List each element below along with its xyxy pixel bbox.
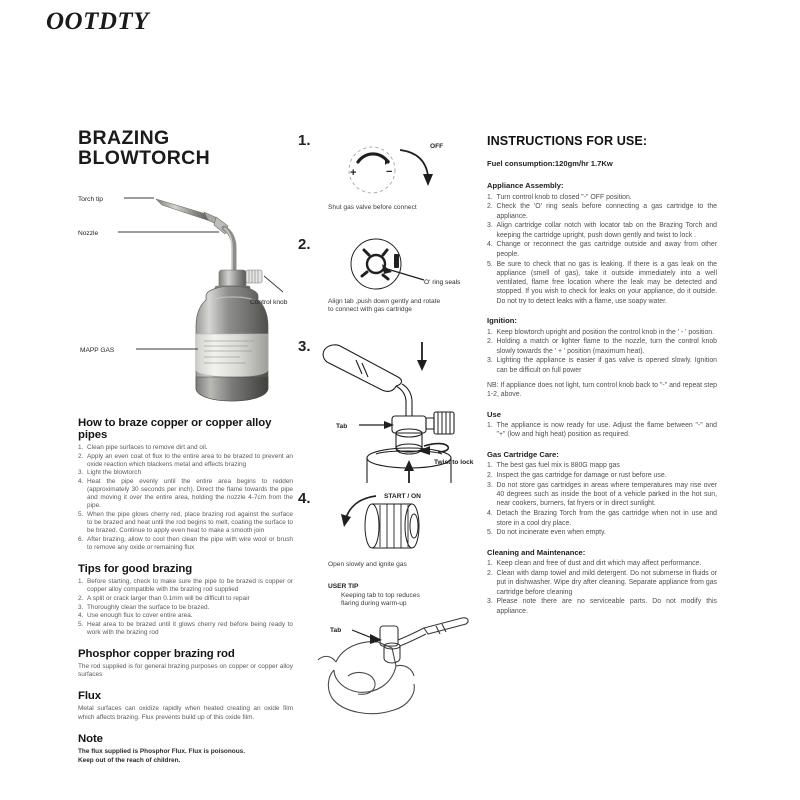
user-tip-heading: USER TIP xyxy=(328,583,359,591)
ignition-nb-note: NB: If appliance does not light, turn control knob back to "-" and repeat step 1-2, above. xyxy=(487,382,717,399)
title-line-2: BLOWTORCH xyxy=(78,147,211,169)
oring-seals-label: O' ring seals xyxy=(424,279,461,286)
start-on-label: START / ON xyxy=(384,493,421,500)
watermark-ootdty: OOTDTY xyxy=(46,8,149,35)
list-item: 3. Light the blowtorch xyxy=(78,469,142,477)
step-3-number: 3. xyxy=(298,338,311,355)
torch-outline-shape xyxy=(323,345,412,416)
list-item: 4. Change or reconnect the gas cartridge outside and away from other people. xyxy=(487,241,717,258)
knob-shape xyxy=(434,412,454,434)
list-item: 2. A split or crack larger than 0.1mm will be difficult to repair xyxy=(78,594,250,602)
left-column xyxy=(78,128,293,765)
page-title xyxy=(78,128,293,168)
step-2-caption-line-2: to connect with gas cartridge xyxy=(328,306,412,314)
appliance-assembly-heading: Appliance Assembly: xyxy=(487,181,564,190)
step-4-number: 4. xyxy=(298,490,311,507)
list-item: 5. Heat area to be brazed until it glows cherry red before being ready to work with the brazing rod xyxy=(78,621,293,637)
step-4 xyxy=(298,490,483,610)
flux-heading: Flux xyxy=(78,690,102,703)
use-list xyxy=(487,421,717,440)
blowtorch-photo-illustration xyxy=(78,174,293,406)
list-item: 1. Keep clean and free of dust and dirt which may affect performance. xyxy=(487,560,702,568)
tab-label: Tab xyxy=(336,423,348,430)
minus-sign: − xyxy=(386,166,393,178)
gas-cartridge-care-list xyxy=(487,461,717,537)
torch-tip-label: Torch tip xyxy=(78,196,103,203)
list-item: 4. Use enough flux to cover entire area. xyxy=(78,612,193,620)
step-3 xyxy=(298,338,483,486)
use-heading: Use xyxy=(487,409,501,419)
list-item: 1. Clean pipe surfaces to remove dirt and oil. xyxy=(78,444,208,451)
list-item: 5. When the pipe glows cherry red, place brazing rod against the surface to be brazed and heat until the rod begins to melt, coating the surface to be brazed. Continue to apply even heat to make a smooth join xyxy=(78,511,293,535)
list-item: 3. Align cartridge collar notch with locator tab on the Brazing Torch and keeping the cartridge upright, push down gently and twist to lock . xyxy=(487,222,717,239)
cleaning-maintenance-heading: Cleaning and Maintenance: xyxy=(487,547,586,557)
step-2-number: 2. xyxy=(298,236,311,253)
instructions-heading: INSTRUCTIONS FOR USE: xyxy=(487,134,648,148)
twist-to-lock-diagram xyxy=(304,338,484,483)
list-item: 3. Lighting the appliance is easier if gas valve is opened slowly. Ignition can be difficult on full power xyxy=(487,357,717,374)
ignition-heading: Ignition: xyxy=(487,316,517,326)
ignition-list xyxy=(487,328,717,375)
brazing-rod-body: The rod supplied is for general brazing purposes on copper or copper alloy surfaces xyxy=(78,663,293,679)
list-item: 2. Inspect the gas cartridge for damage or rust before use. xyxy=(487,472,667,480)
user-tip-line-2: flaring during warm-up xyxy=(341,600,407,608)
appliance-assembly-list xyxy=(487,193,717,307)
note-heading: Note xyxy=(78,732,103,745)
list-item: 2. Check the 'O' ring seals before connecting a gas cartridge to the appliance. xyxy=(487,203,717,220)
list-item: 2. Clean with damp towel and mild detergent. Do not submerse in fluids or put in dishwasher. Wipe dry after cleaning. Separate appliance from gas cartridge before cleaning xyxy=(487,569,717,596)
list-item: 3. Do not store gas cartridges in areas where temperatures may rise over 40 degrees such as inside the boot of a vehicle parked in the hot sun, near cookers, burners, fat fryers or in direct sunlight. xyxy=(487,481,717,508)
list-item: 2. Apply an even coat of flux to the entire area to be brazed to prevent an oxide reaction which blackens metal and effects brazing xyxy=(78,452,293,468)
start-on-knob-diagram xyxy=(328,490,478,558)
control-knob-label: Control knob xyxy=(250,299,288,306)
list-item: 5. Do not incinerate even when empty. xyxy=(487,529,606,537)
list-item: 1. Keep blowtorch upright and position the control knob in the ' - ' position. xyxy=(487,328,715,336)
plus-sign: + xyxy=(350,167,357,179)
list-item: 1. The best gas fuel mix is 880G mapp gas xyxy=(487,462,620,470)
torch-tip-shape xyxy=(156,199,228,234)
mapp-gas-label: MAPP GAS xyxy=(80,347,115,354)
knob-off-diagram xyxy=(328,132,478,204)
torch-shape xyxy=(380,618,468,663)
list-item: 4. Heat the pipe evenly until the entire area begins to redden (approximately 30 seconds per inch). Direct the flame towards the pipe and moving it over the entire area, holding the nozzle 4-7cm from the pipe. xyxy=(78,478,293,510)
control-knob-shape xyxy=(246,270,262,283)
step-4-caption: Open slowly and ignite gas xyxy=(328,561,407,568)
gas-cartridge-care-heading: Gas Cartridge Care: xyxy=(487,449,559,459)
list-item: 5. Be sure to check that no gas is leaking. If there is a gas leak on the appliance (smell of gas), take it outside immediately into a well ventilated, flame free location where the leak may be detected and stopped. If you wish to check for leaks on your appliance, do it outside. Do not try to detect leaks with a flame, use soapy water. xyxy=(487,260,717,305)
right-column xyxy=(487,134,717,626)
list-item: 1. Turn control knob to closed "-" OFF position. xyxy=(487,193,632,201)
fuel-consumption: Fuel consumption:120gm/hr 1.7Kw xyxy=(487,159,613,168)
list-item: 6. After brazing, allow to cool then clean the pipe with wire wool or brush to remove any oxide or remaining flux xyxy=(78,536,293,552)
list-item: 4. Detach the Brazing Torch from the gas cartridge when not in use and store in a cool dry place. xyxy=(487,510,717,527)
brazing-rod-heading: Phosphor copper brazing rod xyxy=(78,648,235,661)
off-label: OFF xyxy=(430,143,444,150)
hand-holding-torch-figure xyxy=(304,614,483,722)
knob-cylinder-shape xyxy=(365,504,419,548)
tips-list xyxy=(78,578,293,637)
list-item: 3. Please note there are no serviceable parts. Do not modify this appliance. xyxy=(487,598,717,615)
flux-body: Metal surfaces can oxidize rapidly when heated creating an oxide film which affects brazing. Flux prevents build up of this oxide film. xyxy=(78,705,293,721)
step-2-caption-line-1: Align tab ,push down gently and rotate xyxy=(328,298,441,305)
twist-to-lock-label: Twist to lock xyxy=(434,459,474,466)
tips-heading: Tips for good brazing xyxy=(78,563,193,576)
oring-seal-diagram xyxy=(328,236,478,298)
cleaning-maintenance-list xyxy=(487,559,717,616)
howto-heading: How to braze copper or copper alloy pipes xyxy=(78,417,272,441)
down-arrow-icon xyxy=(417,342,427,371)
user-tip-line-1: Keeping tab to top reduces xyxy=(341,591,420,599)
list-item: 3. Thoroughly clean the surface to be brazed. xyxy=(78,603,210,611)
list-item: 1. Before starting, check to make sure the pipe to be brazed is copper or copper alloy compatible with the brazing rod supplied xyxy=(78,578,293,594)
list-item: 2. Holding a match or lighter flame to the nozzle, turn the control knob slowly towards the ' + ' position (maximum heat). xyxy=(487,338,717,355)
step-2 xyxy=(298,236,483,334)
note-line-2: Keep out of the reach of children. xyxy=(78,756,181,764)
howto-list xyxy=(78,444,293,552)
step-1 xyxy=(298,132,483,232)
up-arrow-icon xyxy=(404,460,414,483)
note-line-1: The flux supplied is Phosphor Flux. Flux is poisonous. xyxy=(78,747,246,755)
middle-column xyxy=(298,132,483,722)
step-1-caption: Shut gas valve before connect xyxy=(328,204,417,211)
nozzle-label: Nozzle xyxy=(78,230,99,237)
hand-tab-label: Tab xyxy=(330,627,342,634)
product-photo-figure xyxy=(78,174,293,406)
list-item: 1. The appliance is now ready for use. Adjust the flame between "-" and "+" (low and high heat) position as required. xyxy=(487,422,717,439)
title-line-1: BRAZING xyxy=(78,127,170,149)
step-1-number: 1. xyxy=(298,132,311,149)
